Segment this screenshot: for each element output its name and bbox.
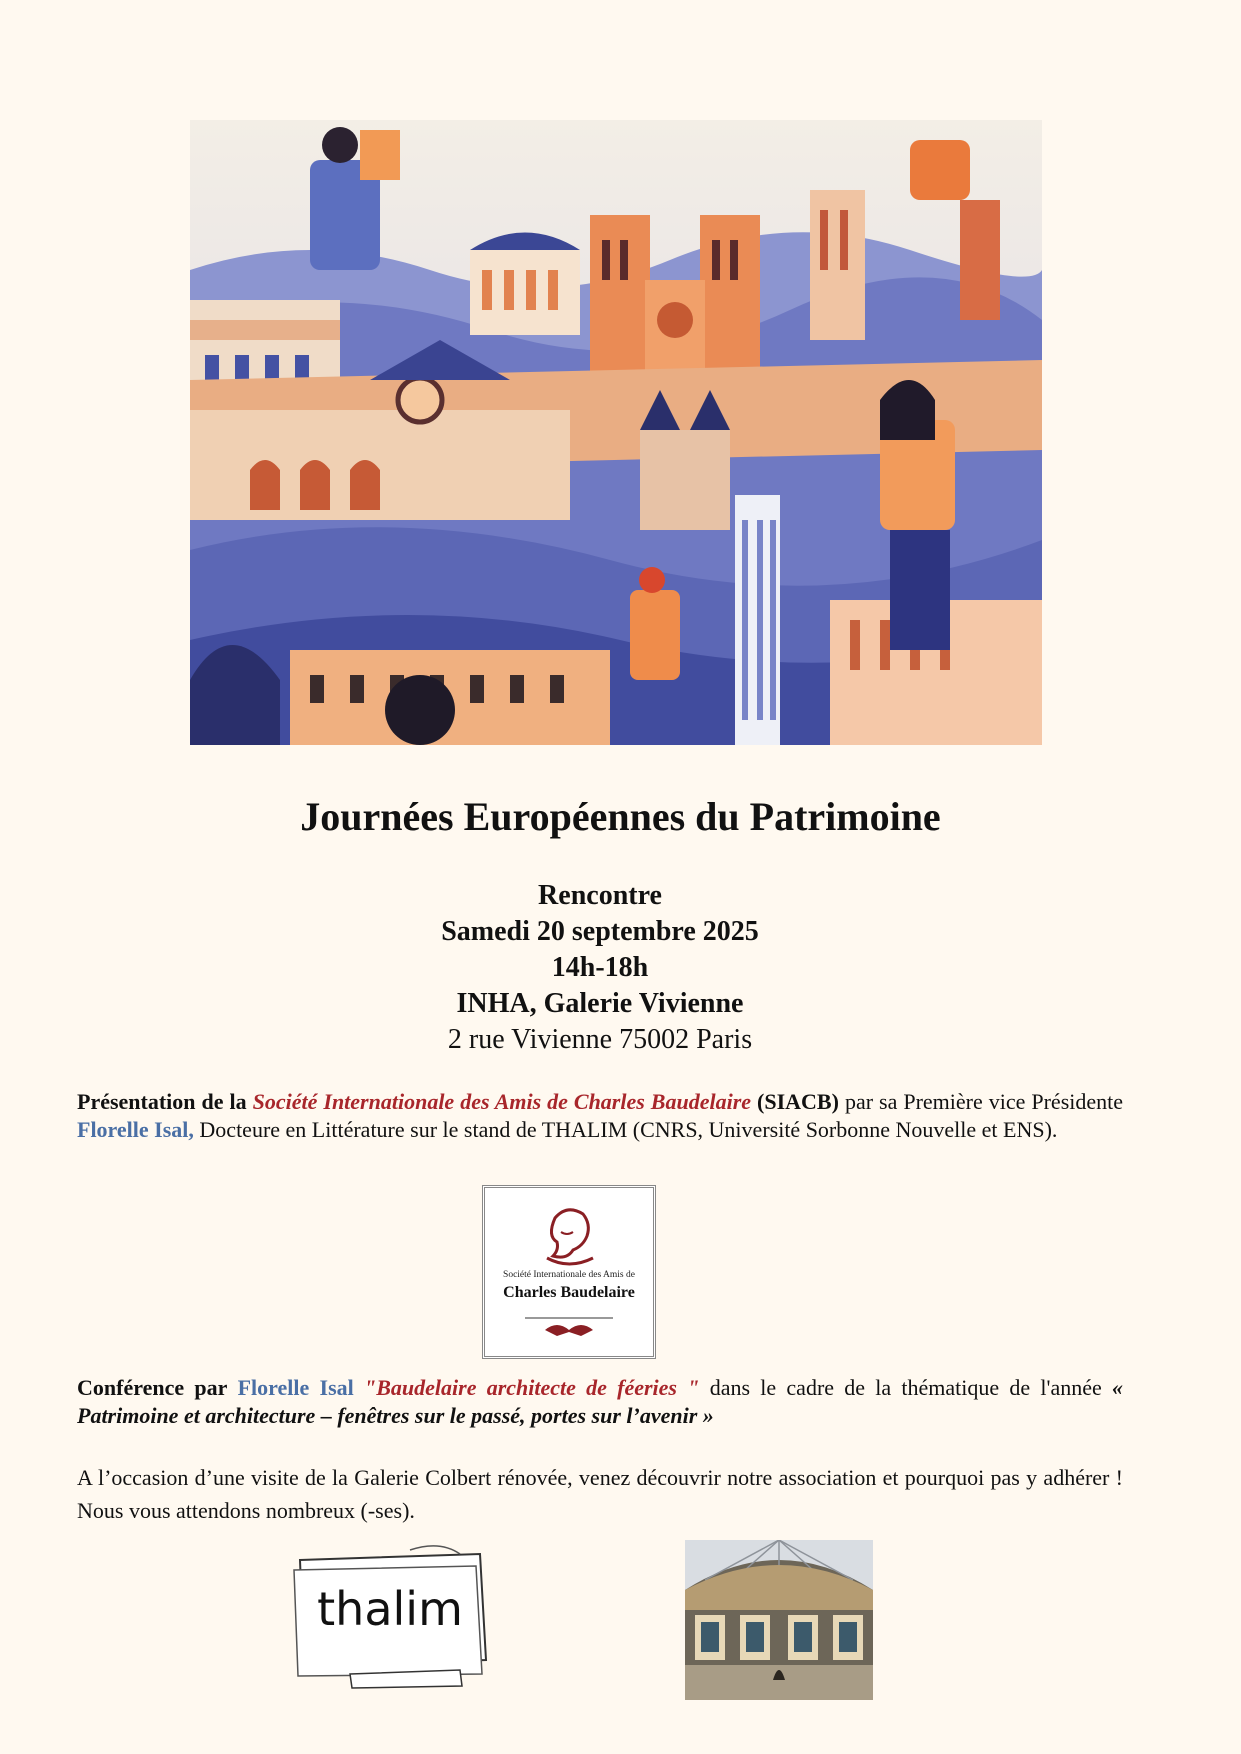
galerie-colbert-photo bbox=[685, 1540, 873, 1700]
invitation-paragraph: A l’occasion d’une visite de la Galerie Colbert rénovée, venez découvrir notre association et pourquoi pas y adhérer ! Nous vous attendons nombreux (-ses). bbox=[77, 1465, 1123, 1523]
presentation-lead: Présentation de la bbox=[77, 1089, 247, 1114]
society-name: Société Internationale des Amis de Charles Baudelaire bbox=[252, 1089, 752, 1114]
thalim-logo bbox=[290, 1540, 490, 1690]
society-logo bbox=[482, 1185, 656, 1359]
society-acronym: (SIACB) bbox=[757, 1089, 839, 1114]
event-venue: INHA, Galerie Vivienne bbox=[456, 988, 744, 1019]
event-address: 2 rue Vivienne 75002 Paris bbox=[447, 1024, 753, 1055]
conference-paragraph bbox=[77, 1374, 1123, 1430]
conference-speaker: Florelle Isal bbox=[237, 1375, 354, 1400]
event-date: Samedi 20 septembre 2025 bbox=[441, 916, 759, 947]
presentation-text-1: par sa Première vice Présidente bbox=[844, 1089, 1124, 1114]
conference-theme: « Patrimoine et architecture – fenêtres sur le passé, portes sur l’avenir » bbox=[77, 1375, 1124, 1428]
thalim-logo-text: thalim bbox=[317, 1582, 463, 1636]
presentation-text-2: Docteure en Littérature sur le stand de THALIM (CNRS, Université Sorbonne Nouvelle et ENS). bbox=[199, 1117, 1058, 1142]
event-label: Rencontre bbox=[538, 880, 662, 911]
hero-illustration bbox=[190, 120, 1042, 745]
society-logo-line2: Charles Baudelaire bbox=[503, 1284, 635, 1301]
presentation-paragraph bbox=[77, 1088, 1123, 1144]
conference-text: dans le cadre de la thématique de l'année bbox=[709, 1375, 1102, 1400]
conference-lead: Conférence par bbox=[77, 1375, 228, 1400]
event-details bbox=[0, 878, 1200, 1058]
event-time: 14h-18h bbox=[551, 952, 649, 983]
talk-title: "Baudelaire architecte de féeries " bbox=[364, 1375, 700, 1400]
society-logo-line1: Société Internationale des Amis de bbox=[503, 1270, 635, 1280]
page-title: Journées Européennes du Patrimoine bbox=[300, 794, 941, 839]
speaker-name: Florelle Isal, bbox=[77, 1117, 194, 1142]
